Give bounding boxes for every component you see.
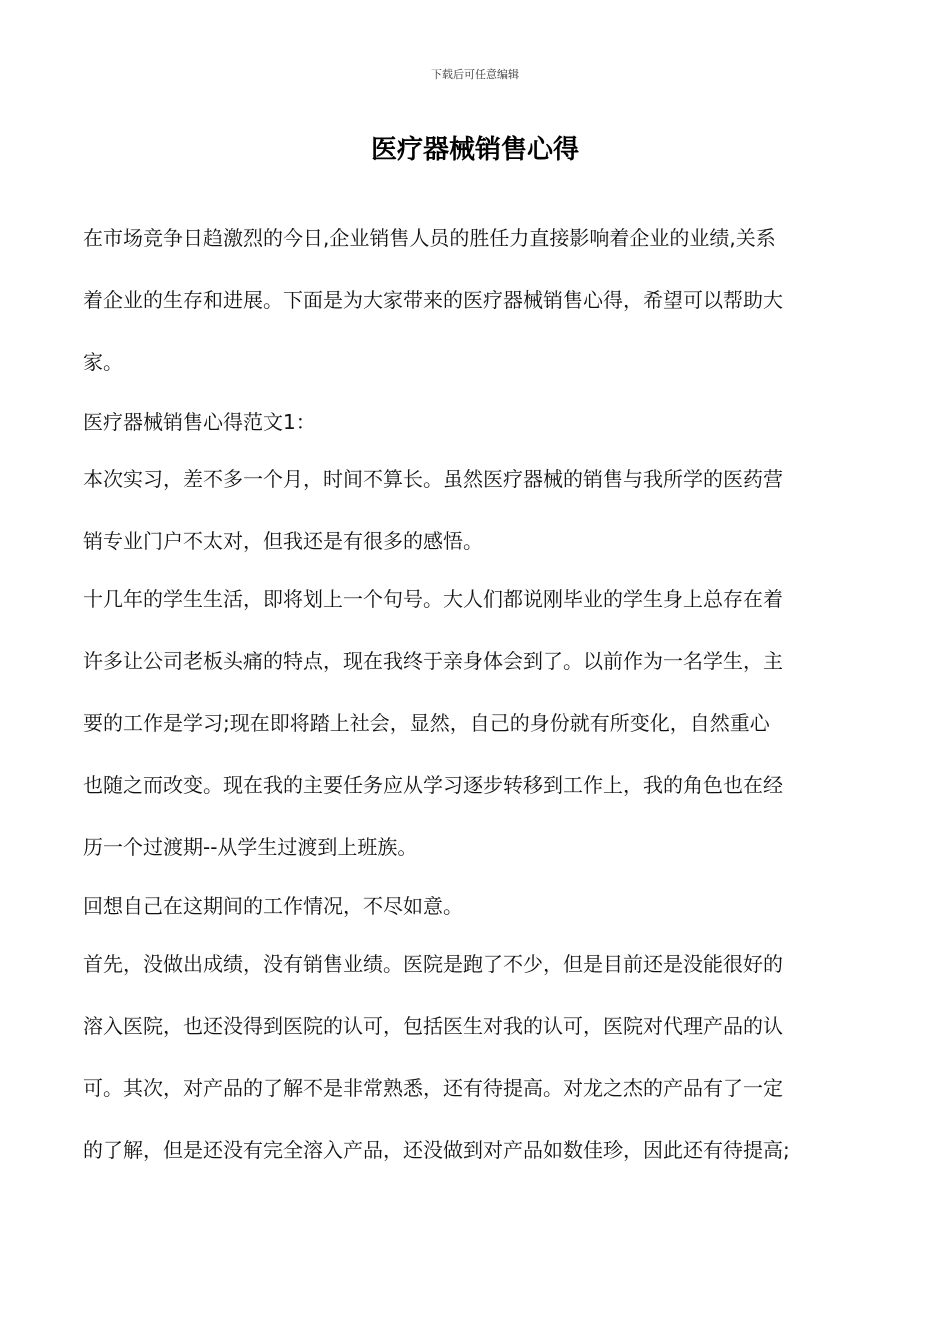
body-line: 许多让公司老板头痛的特点，现在我终于亲身体会到了。以前作为一名学生，主 [83,649,783,673]
section-heading: 医疗器械销售心得范文1： [83,410,316,434]
body-line: 溶入医院，也还没得到医院的认可，包括医生对我的认可，医院对代理产品的认 [83,1014,783,1038]
document-title: 医疗器械销售心得 [370,135,579,165]
body-line: 的了解，但是还没有完全溶入产品，还没做到对产品如数佳珍，因此还有待提高; [83,1138,790,1162]
body-line: 在市场竞争日趋激烈的今日,企业销售人员的胜任力直接影响着企业的业绩,关系 [83,226,776,250]
body-line: 首先，没做出成绩，没有销售业绩。医院是跑了不少，但是目前还是没能很好的 [83,952,783,976]
body-line: 回想自己在这期间的工作情况，不尽如意。 [83,894,463,918]
header-note: 下载后可任意编辑 [431,68,519,81]
body-line: 销专业门户不太对，但我还是有很多的感悟。 [83,529,483,553]
body-line: 家。 [83,350,123,374]
body-line: 十几年的学生生活，即将划上一个句号。大人们都说刚毕业的学生身上总存在着 [83,587,783,611]
body-line: 也随之而改变。现在我的主要任务应从学习逐步转移到工作上，我的角色也在经 [83,773,783,797]
body-line: 要的工作是学习;现在即将踏上社会，显然，自己的身份就有所变化，自然重心 [83,711,770,735]
body-line: 着企业的生存和进展。下面是为大家带来的医疗器械销售心得，希望可以帮助大 [83,288,783,312]
body-line: 本次实习，差不多一个月，时间不算长。虽然医疗器械的销售与我所学的医药营 [83,467,783,491]
body-line: 可。其次，对产品的了解不是非常熟悉，还有待提高。对龙之杰的产品有了一定 [83,1076,783,1100]
body-line: 历一个过渡期--从学生过渡到上班族。 [83,835,418,859]
